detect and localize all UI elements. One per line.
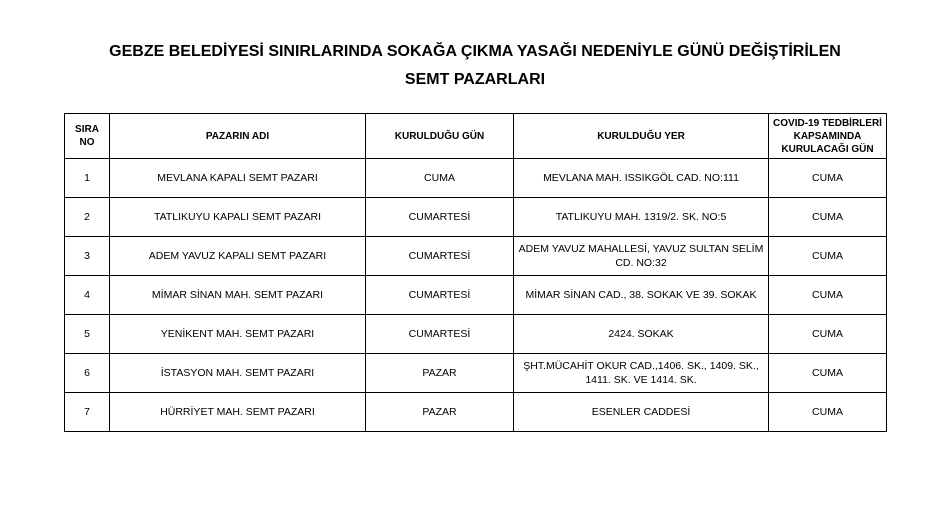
cell-covid-day: CUMA [769,159,887,198]
cell-day: PAZAR [366,354,514,393]
cell-place: MİMAR SİNAN CAD., 38. SOKAK VE 39. SOKAK [514,276,769,315]
markets-table [64,113,887,432]
header-place: KURULDUĞU YER [514,114,769,159]
cell-no: 6 [65,354,110,393]
table-row [65,393,887,432]
header-covid-day: COVID-19 TEDBİRLERİ KAPSAMINDA KURULACAĞI GÜN [769,114,887,159]
cell-no: 4 [65,276,110,315]
table-body [65,159,887,432]
cell-day: CUMA [366,159,514,198]
cell-market-name: YENİKENT MAH. SEMT PAZARI [110,315,366,354]
cell-day: PAZAR [366,393,514,432]
cell-market-name: MEVLANA KAPALI SEMT PAZARI [110,159,366,198]
cell-covid-day: CUMA [769,315,887,354]
cell-place: MEVLANA MAH. ISSIKGÖL CAD. NO:111 [514,159,769,198]
cell-day: CUMARTESİ [366,237,514,276]
header-day: KURULDUĞU GÜN [366,114,514,159]
document-title [0,38,950,94]
cell-market-name: ADEM YAVUZ KAPALI SEMT PAZARI [110,237,366,276]
title-line-1: GEBZE BELEDİYESİ SINIRLARINDA SOKAĞA ÇIKMA YASAĞI NEDENİYLE GÜNÜ DEĞİŞTİRİLEN [109,43,841,60]
cell-covid-day: CUMA [769,354,887,393]
cell-covid-day: CUMA [769,393,887,432]
cell-covid-day: CUMA [769,237,887,276]
cell-no: 3 [65,237,110,276]
table-row [65,198,887,237]
cell-day: CUMARTESİ [366,276,514,315]
header-no: SIRA NO [65,114,110,159]
table-row [65,159,887,198]
cell-market-name: HÜRRİYET MAH. SEMT PAZARI [110,393,366,432]
cell-day: CUMARTESİ [366,198,514,237]
cell-no: 5 [65,315,110,354]
title-line-2: SEMT PAZARLARI [404,71,546,88]
table-row [65,315,887,354]
cell-market-name: TATLIKUYU KAPALI SEMT PAZARI [110,198,366,237]
cell-market-name: MİMAR SİNAN MAH. SEMT PAZARI [110,276,366,315]
cell-place: ESENLER CADDESİ [514,393,769,432]
table-row [65,354,887,393]
cell-no: 2 [65,198,110,237]
cell-place: ADEM YAVUZ MAHALLESİ, YAVUZ SULTAN SELİM CD. NO:32 [514,237,769,276]
cell-no: 7 [65,393,110,432]
cell-place: 2424. SOKAK [514,315,769,354]
table-row [65,237,887,276]
cell-day: CUMARTESİ [366,315,514,354]
table-header-row [65,114,887,159]
cell-place: ŞHT.MÜCAHİT OKUR CAD.,1406. SK., 1409. SK., 1411. SK. VE 1414. SK. [514,354,769,393]
header-market-name: PAZARIN ADI [110,114,366,159]
table-row [65,276,887,315]
cell-place: TATLIKUYU MAH. 1319/2. SK. NO:5 [514,198,769,237]
cell-covid-day: CUMA [769,276,887,315]
cell-market-name: İSTASYON MAH. SEMT PAZARI [110,354,366,393]
cell-no: 1 [65,159,110,198]
cell-covid-day: CUMA [769,198,887,237]
